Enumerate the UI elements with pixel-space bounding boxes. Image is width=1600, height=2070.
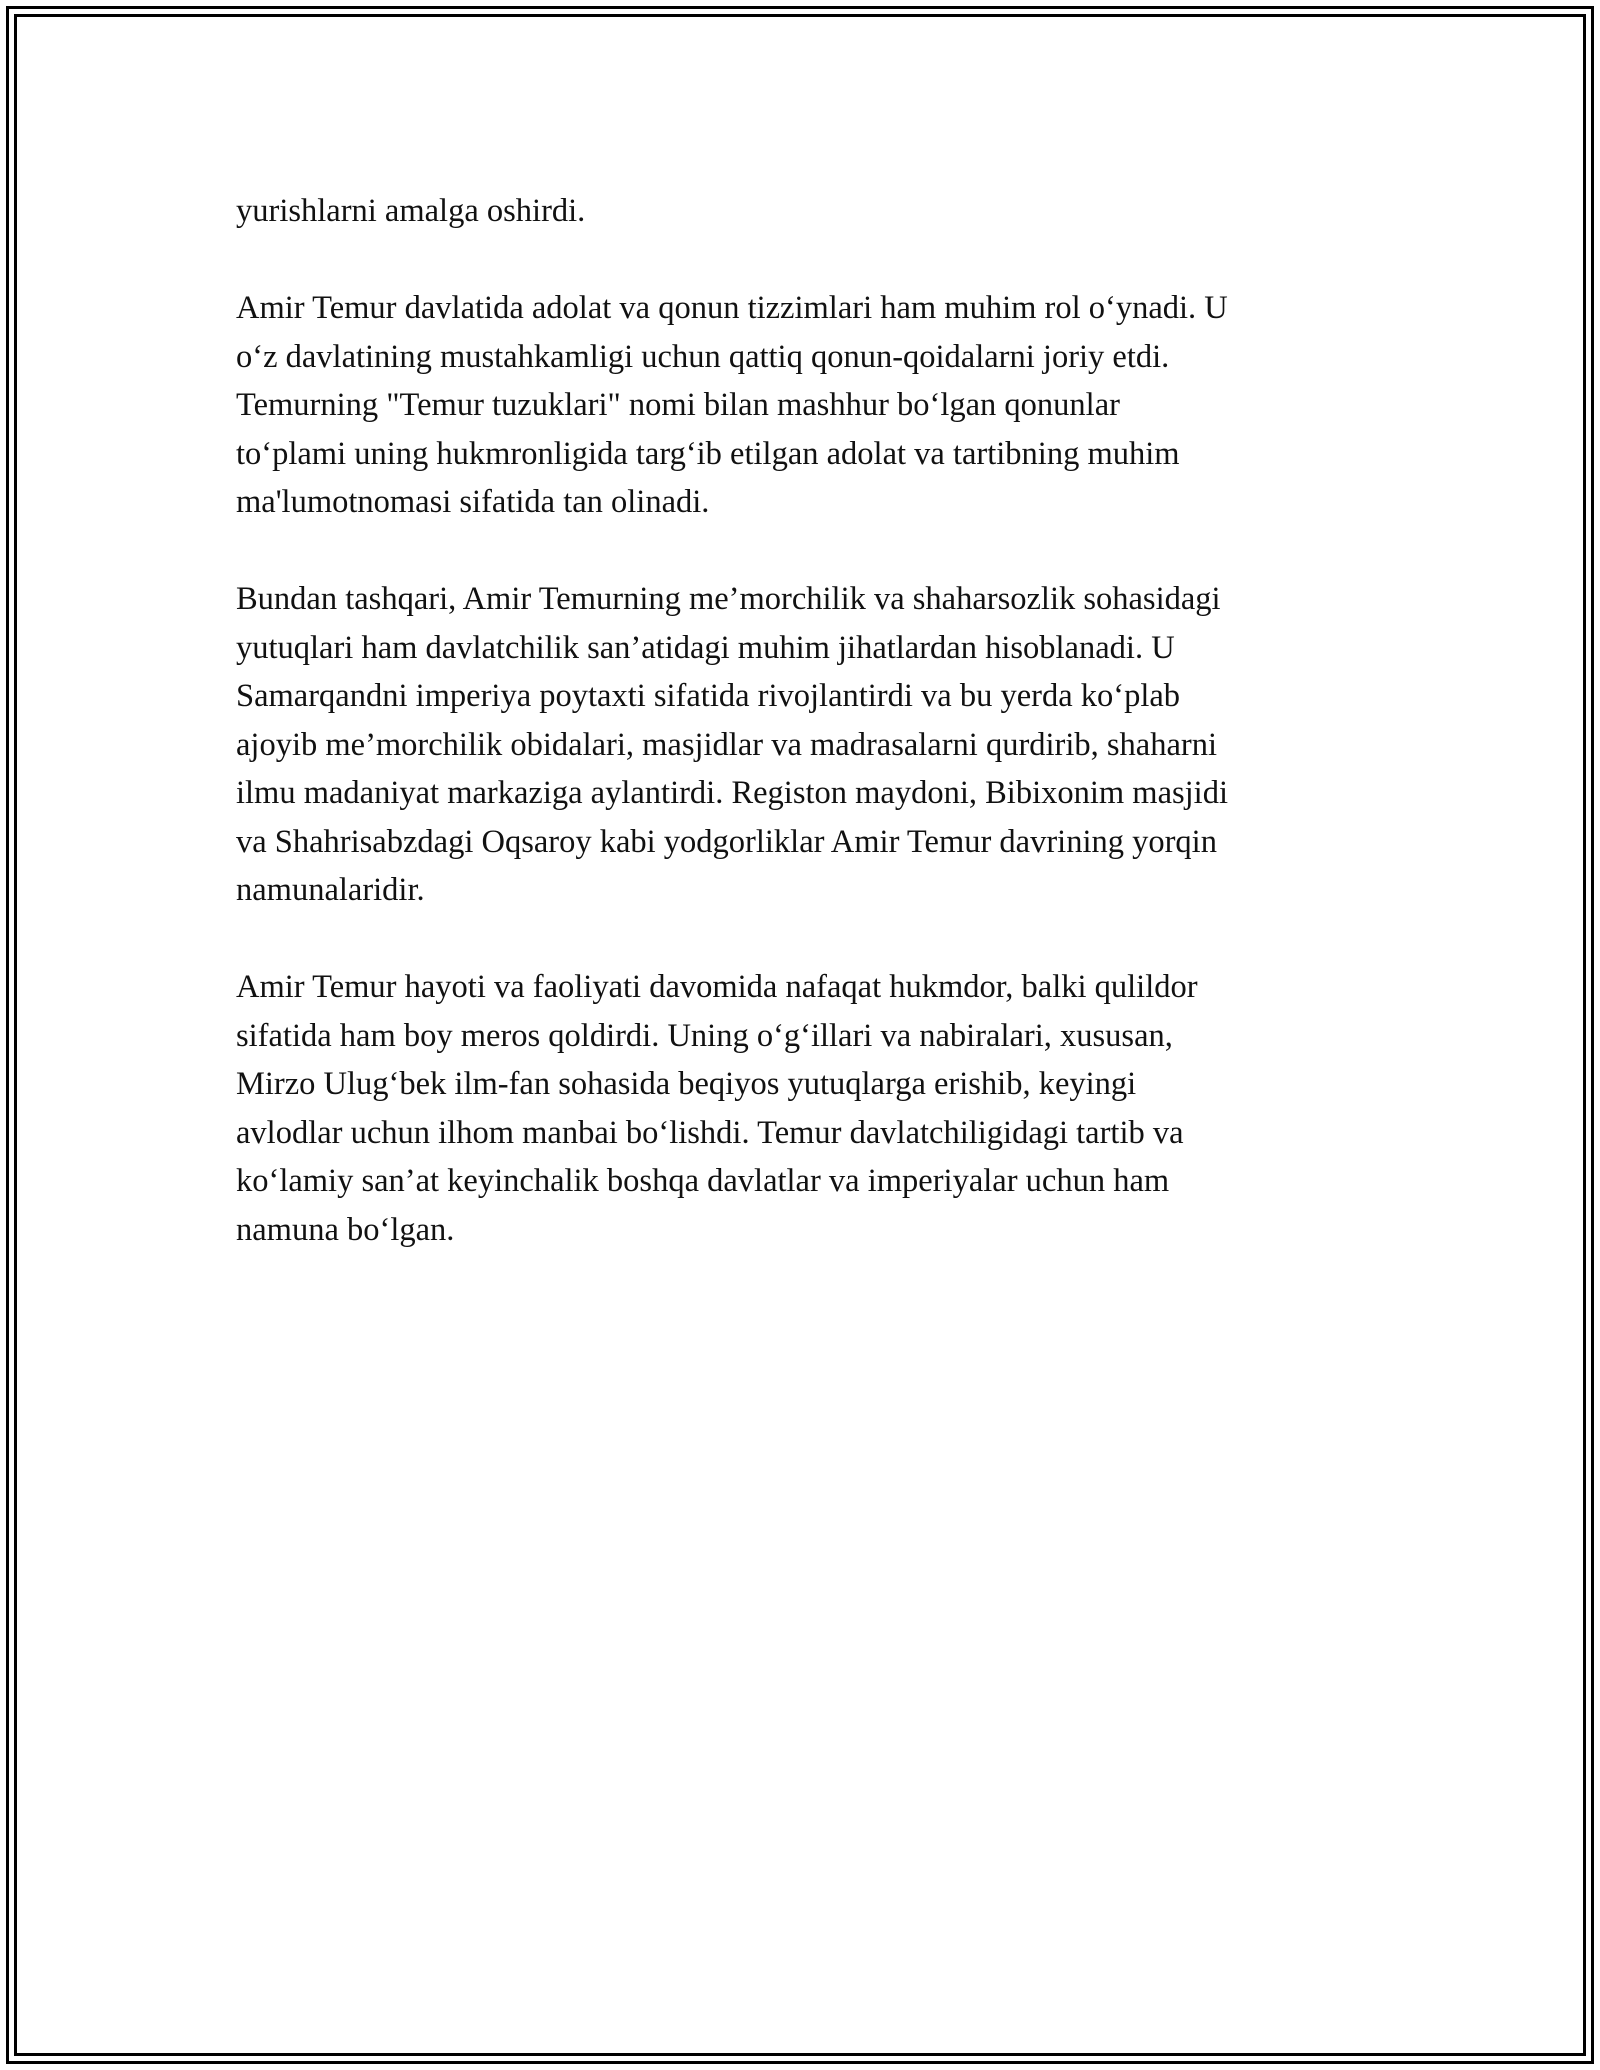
paragraph-line: ko‘lamiy san’at keyinchalik boshqa davlatlar va imperiyalar uchun ham bbox=[236, 1163, 1170, 1199]
paragraph-line: Temurning "Temur tuzuklari" nomi bilan mashhur bo‘lgan qonunlar bbox=[236, 387, 1120, 423]
paragraph-line: yutuqlari ham davlatchilik san’atidagi muhim jihatlardan hisoblanadi. U bbox=[236, 629, 1175, 666]
paragraph-line: Samarqandni imperiya poytaxti sifatida rivojlantirdi va bu yerda ko‘plab bbox=[236, 678, 1181, 714]
paragraph-line: Mirzo Ulug‘bek ilm-fan sohasida beqiyos yutuqlarga erishib, keyingi bbox=[236, 1066, 1137, 1102]
paragraph-line: ma'lumotnomasi sifatida tan olinadi. bbox=[236, 484, 710, 520]
paragraph-2 bbox=[236, 284, 1366, 527]
paragraph-1 bbox=[236, 187, 1366, 236]
paragraph-line: Amir Temur davlatida adolat va qonun tizzimlari ham muhim rol o‘ynadi. U bbox=[236, 290, 1228, 326]
document-body bbox=[236, 187, 1366, 1303]
paragraph-line: Amir Temur hayoti va faoliyati davomida nafaqat hukmdor, balki qulildor bbox=[236, 969, 1198, 1005]
paragraph-line: namuna bo‘lgan. bbox=[236, 1211, 455, 1248]
paragraph-4 bbox=[236, 963, 1366, 1254]
paragraph-line: avlodlar uchun ilhom manbai bo‘lishdi. Temur davlatchiligidagi tartib va bbox=[236, 1114, 1184, 1151]
paragraph-line: o‘z davlatining mustahkamligi uchun qattiq qonun-qoidalarni joriy etdi. bbox=[236, 338, 1170, 375]
paragraph-line: to‘plami uning hukmronligida targ‘ib etilgan adolat va tartibning muhim bbox=[236, 435, 1180, 472]
paragraph-line: ilmu madaniyat markaziga aylantirdi. Registon maydoni, Bibixonim masjidi bbox=[236, 775, 1228, 811]
paragraph-line: ajoyib me’morchilik obidalari, masjidlar va madrasalarni qurdirib, shaharni bbox=[236, 726, 1218, 763]
paragraph-3 bbox=[236, 575, 1366, 915]
paragraph-line: va Shahrisabzdagi Oqsaroy kabi yodgorliklar Amir Temur davrining yorqin bbox=[236, 823, 1217, 860]
paragraph-line: namunalaridir. bbox=[236, 872, 425, 908]
paragraph-line: yurishlarni amalga oshirdi. bbox=[236, 193, 586, 229]
paragraph-line: Bundan tashqari, Amir Temurning me’morchilik va shaharsozlik sohasidagi bbox=[236, 581, 1221, 617]
paragraph-line: sifatida ham boy meros qoldirdi. Uning o‘g‘illari va nabiralari, xususan, bbox=[236, 1017, 1173, 1054]
